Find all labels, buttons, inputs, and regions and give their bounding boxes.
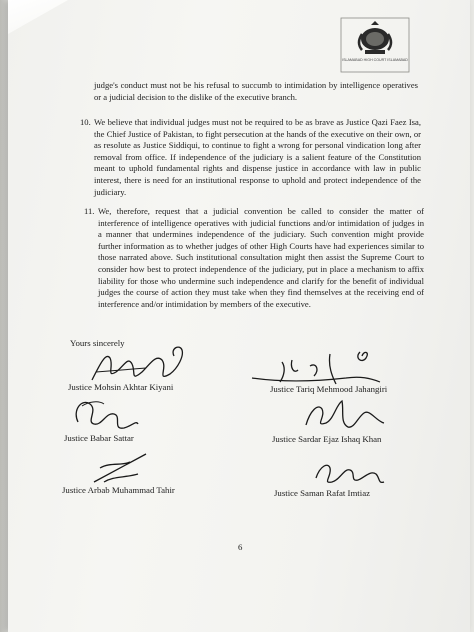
paragraph-number: 10.: [80, 117, 91, 127]
intro-paragraph: [94, 80, 418, 103]
signatory-name: Justice Sardar Ejaz Ishaq Khan: [272, 434, 382, 444]
signature-3-icon: [68, 392, 148, 438]
intro-text: judge's conduct must not be his refusal to succumb to intimidation by intelligence operatives or a judicial decision to the dislike of the executive branch.: [94, 80, 418, 102]
paragraph-11: [84, 206, 424, 310]
signatory-name: Justice Babar Sattar: [64, 433, 134, 443]
paragraph-10: [80, 117, 421, 198]
signatory-name: Justice Mohsin Akhtar Kiyani: [68, 382, 174, 392]
signature-4-icon: [298, 395, 388, 435]
page-number: 6: [238, 542, 243, 552]
page-edge-shadow: [0, 0, 8, 632]
paragraph-text: We, therefore, request that a judicial convention be called to consider the matter of interference of intelligence operatives with judicial functions and/or intimidation of judges in a manner that undermines independence of the judiciary. Such convention might provide further information as to whether judges of other High Courts have had experiences similar to those narrated above. Such institutional consultation might then assist the Supreme Court to consider how best to protect independence of the judiciary, put in place a mechanism to affix liability for those who undermine such independence and clarify for the benefit of individual judges the course of action they must take when they find themselves at the receiving end of interference and/or intimidation by members of the executive.: [98, 206, 424, 309]
signature-6-icon: [310, 456, 388, 490]
signature-5-icon: [90, 448, 152, 488]
court-emblem-icon: [340, 17, 410, 73]
paragraph-number: 11.: [84, 206, 95, 216]
signatory-name: Justice Saman Rafat Imtiaz: [274, 488, 371, 498]
closing-salutation: Yours sincerely: [70, 338, 125, 348]
folded-corner: [8, 0, 68, 34]
paragraph-text: We believe that individual judges must not be required to be as brave as Justice Qazi Faez Isa, the Chief Justice of Pakistan, to fight persecution at the hands of the executive on their own, or as resolute as Justice Siddiqui, to continue to fight a wrong for personal vindication long after removal from office. If independence of the judiciary is a salient feature of the Constitution meant to uphold fundamental rights and dispense justice in accordance with law in public interest, there is need for an institutional response to uphold and protect independence of the judiciary.: [94, 117, 421, 197]
letter-page: [8, 0, 470, 632]
signatory-name: Justice Tariq Mehmood Jahangiri: [270, 384, 388, 394]
emblem-caption: ISLAMABAD HIGH COURT ISLAMABAD: [342, 58, 408, 62]
signatory-name: Justice Arbab Muhammad Tahir: [62, 485, 175, 495]
